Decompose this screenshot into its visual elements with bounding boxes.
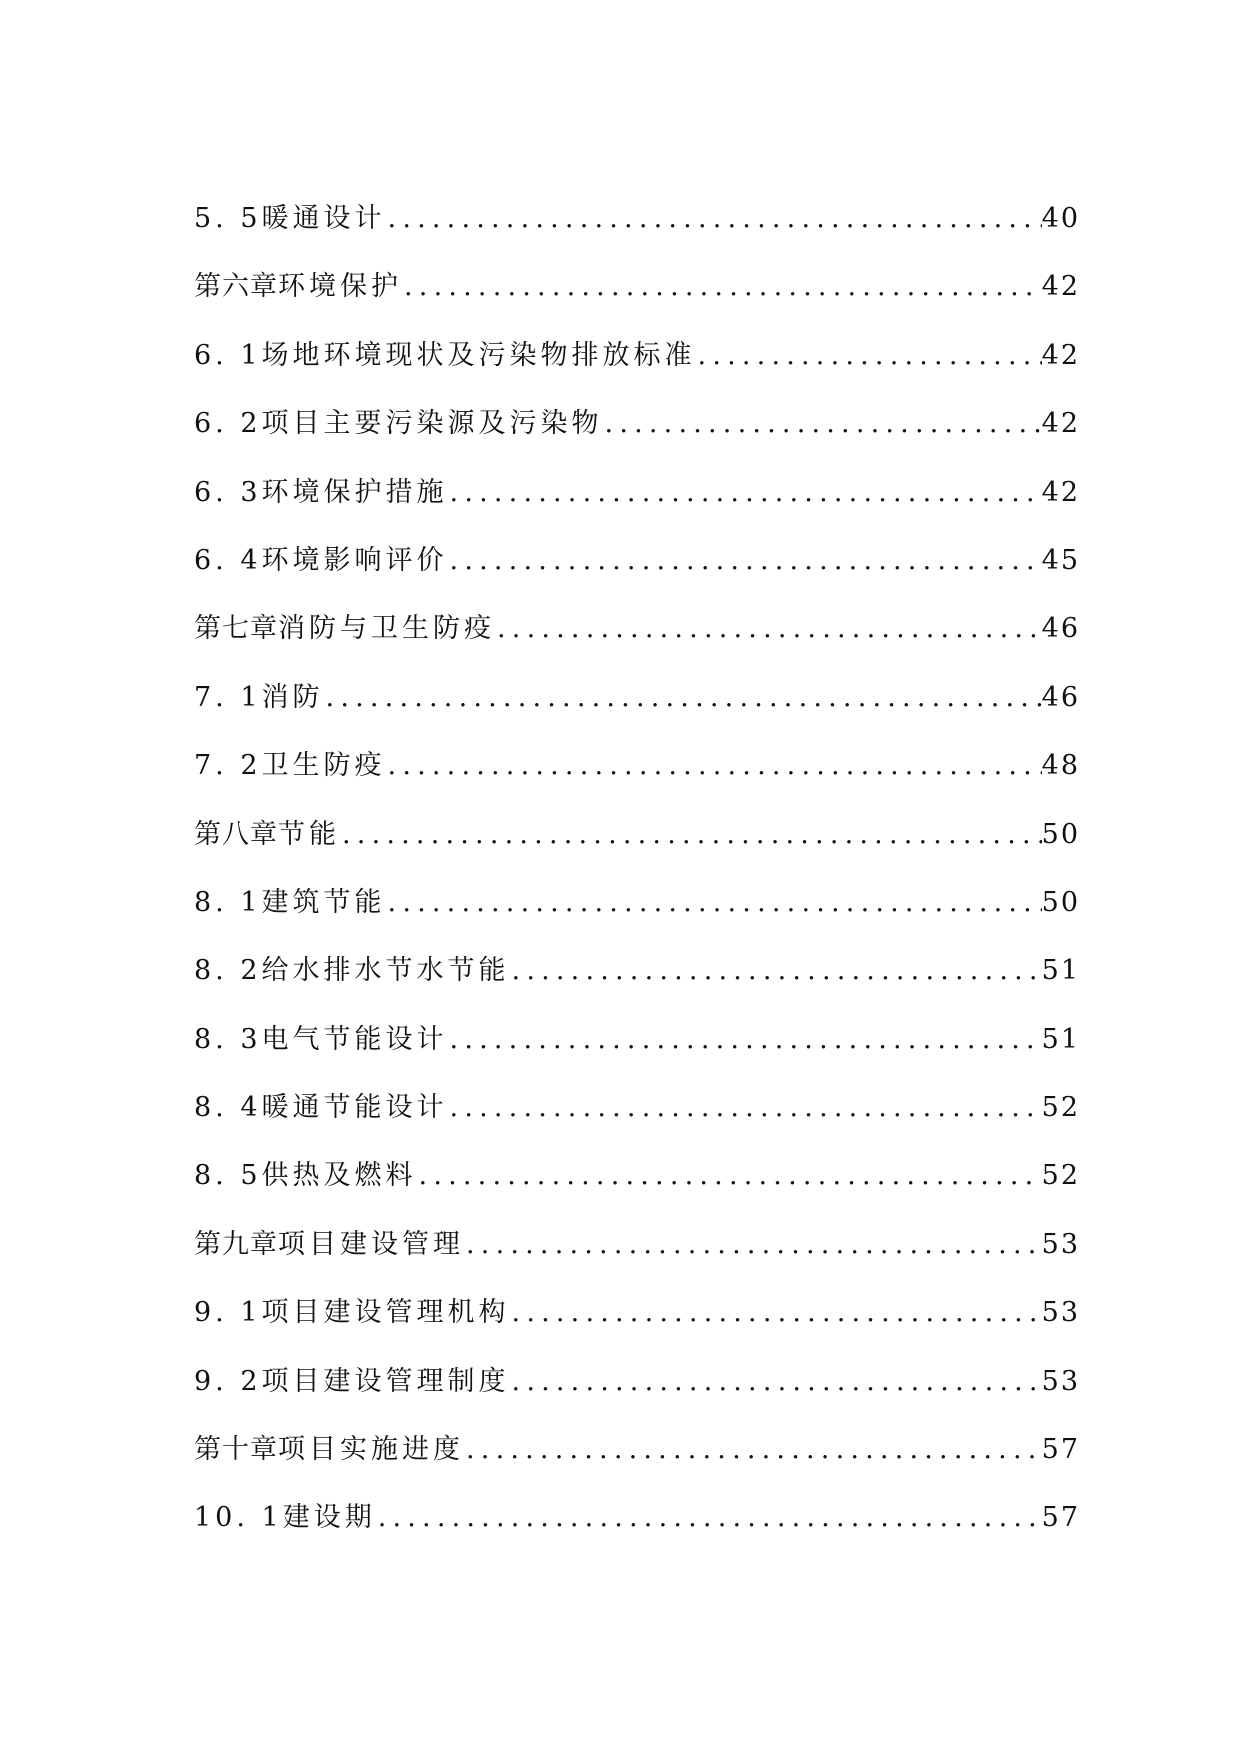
toc-entry-title: 暖通设计 [261, 203, 386, 234]
toc-dot-leader [448, 1026, 1042, 1053]
toc-entry-number: 第七章 [194, 613, 278, 645]
toc-dot-leader [324, 684, 1042, 711]
toc-entry[interactable] [194, 681, 1080, 752]
toc-dot-leader [448, 1094, 1042, 1121]
toc-entry-number: 8. 2 [194, 955, 262, 987]
toc-entry[interactable] [194, 410, 1080, 478]
toc-entry-title: 项目建设管理制度 [261, 1365, 510, 1397]
toc-entry-title: 项目建设管理 [278, 1228, 464, 1260]
toc-dot-leader [417, 1162, 1042, 1189]
toc-entry-page: 42 [1041, 271, 1080, 303]
toc-entry[interactable] [194, 273, 1080, 341]
toc-entry-page: 40 [1041, 203, 1080, 234]
toc-entry-page: 52 [1041, 1160, 1080, 1192]
toc-entry-title: 项目主要污染源及污染物 [261, 408, 603, 440]
toc-dot-leader [340, 821, 1042, 848]
toc-entry-number: 6. 2 [194, 408, 262, 440]
toc-entry[interactable] [194, 1228, 1080, 1299]
toc-entry-page: 46 [1041, 613, 1080, 645]
toc-entry-page: 42 [1041, 408, 1080, 440]
toc-entry[interactable] [194, 339, 1080, 410]
toc-entry-title: 消防 [261, 681, 324, 713]
toc-dot-leader [376, 1504, 1042, 1531]
toc-entry-number: 第九章 [194, 1228, 278, 1260]
toc-entry-number: 第六章 [194, 271, 278, 303]
toc-entry-page: 53 [1041, 1365, 1080, 1397]
toc-entry-title: 场地环境现状及污染物排放标准 [261, 339, 696, 371]
toc-dot-leader [510, 1368, 1042, 1395]
toc-entry[interactable] [194, 886, 1080, 957]
toc-entry-number: 8. 3 [194, 1023, 262, 1055]
toc-entry-number: 8. 4 [194, 1092, 262, 1124]
toc-entry-number: 8. 1 [194, 886, 262, 918]
toc-dot-leader [464, 1231, 1042, 1258]
toc-entry[interactable] [194, 1365, 1080, 1436]
toc-entry-title: 节能 [278, 818, 340, 850]
toc-entry[interactable] [194, 544, 1080, 615]
toc-entry[interactable] [194, 1299, 1080, 1367]
toc-entry-page: 45 [1041, 544, 1080, 576]
toc-entry[interactable] [194, 957, 1080, 1025]
toc-entry-number: 7. 2 [194, 750, 262, 782]
table-of-contents [194, 205, 1080, 1573]
toc-entry-title: 供热及燃料 [261, 1160, 417, 1192]
toc-entry-title: 暖通节能设计 [261, 1092, 448, 1124]
toc-dot-leader [510, 957, 1042, 984]
toc-entry-page: 57 [1041, 1434, 1080, 1466]
toc-entry-title: 电气节能设计 [261, 1023, 448, 1055]
toc-entry[interactable] [194, 476, 1080, 547]
toc-dot-leader [386, 205, 1042, 232]
toc-entry-title: 环境保护措施 [261, 476, 448, 508]
toc-dot-leader [386, 752, 1042, 779]
toc-entry-number: 6. 1 [194, 339, 262, 371]
toc-entry-number: 9. 1 [194, 1297, 262, 1329]
toc-entry-title: 环境影响评价 [261, 544, 448, 576]
toc-entry[interactable] [194, 818, 1080, 889]
toc-entry-number: 8. 5 [194, 1160, 262, 1192]
toc-entry-page: 51 [1041, 955, 1080, 987]
toc-entry-title: 项目建设管理机构 [261, 1297, 510, 1329]
toc-entry-number: 第十章 [194, 1434, 278, 1466]
toc-entry-page: 50 [1041, 886, 1080, 918]
toc-entry-page: 42 [1041, 339, 1080, 371]
toc-entry-title: 建筑节能 [261, 886, 386, 918]
toc-entry[interactable] [194, 1504, 1080, 1572]
toc-entry[interactable] [194, 615, 1080, 683]
toc-entry-title: 项目实施进度 [278, 1434, 464, 1466]
toc-dot-leader [495, 615, 1042, 642]
toc-entry-page: 53 [1041, 1297, 1080, 1329]
toc-entry[interactable] [194, 1094, 1080, 1162]
toc-dot-leader [696, 342, 1042, 369]
toc-entry-page: 48 [1041, 750, 1080, 782]
toc-entry-number: 6. 3 [194, 476, 262, 508]
toc-entry-title: 环境保护 [278, 271, 402, 303]
toc-dot-leader [603, 410, 1042, 437]
toc-entry-title: 消防与卫生防疫 [278, 613, 495, 645]
toc-entry-number: 10. 1 [194, 1502, 283, 1534]
toc-entry[interactable] [194, 1436, 1080, 1504]
toc-entry-number: 5. 5 [194, 203, 262, 234]
toc-entry[interactable] [194, 205, 1080, 273]
toc-dot-leader [402, 273, 1042, 300]
toc-entry-page: 51 [1041, 1023, 1080, 1055]
toc-entry-number: 9. 2 [194, 1365, 262, 1397]
toc-dot-leader [448, 479, 1042, 506]
toc-entry-page: 50 [1041, 818, 1080, 850]
toc-entry-number: 6. 4 [194, 544, 262, 576]
toc-entry[interactable] [194, 1023, 1080, 1094]
toc-entry-page: 57 [1041, 1502, 1080, 1534]
toc-entry[interactable] [194, 1162, 1080, 1230]
toc-dot-leader [386, 889, 1042, 916]
toc-entry[interactable] [194, 752, 1080, 820]
toc-entry-title: 卫生防疫 [261, 750, 386, 782]
toc-dot-leader [464, 1436, 1042, 1463]
toc-entry-title: 给水排水节水节能 [261, 955, 510, 987]
toc-entry-page: 46 [1041, 681, 1080, 713]
toc-dot-leader [510, 1299, 1042, 1326]
toc-entry-title: 建设期 [282, 1502, 376, 1534]
toc-entry-number: 第八章 [194, 818, 278, 850]
toc-entry-page: 53 [1041, 1228, 1080, 1260]
toc-entry-page: 42 [1041, 476, 1080, 508]
toc-entry-page: 52 [1041, 1092, 1080, 1124]
toc-entry-number: 7. 1 [194, 681, 262, 713]
toc-dot-leader [448, 547, 1042, 574]
